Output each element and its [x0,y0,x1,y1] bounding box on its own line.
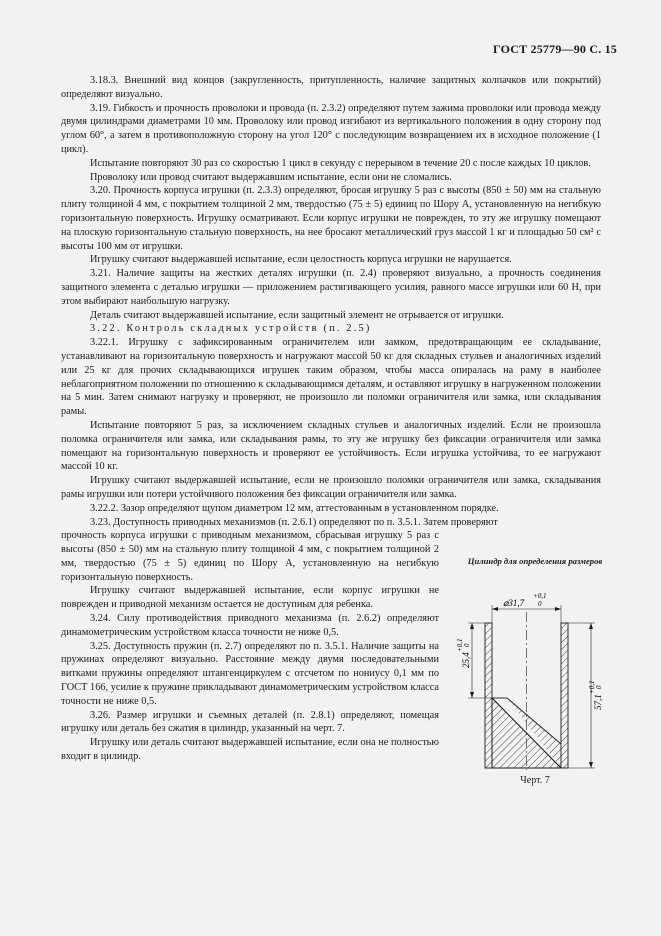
svg-text:+0,1: +0,1 [533,592,547,600]
paragraph: 3.21. Наличие защиты на жестких деталях игрушки (п. 2.4) проверяют визуально, а прочность соединения защитного элемента с деталью игрушки — приложением растягивающего усилия, равного массе игрушки или 60 Н, при этом выбирают наибольшую нагрузку. [61,268,601,307]
paragraph: Игрушку считают выдержавшей испытание, если целостность корпуса игрушки не нарушается. [90,254,512,266]
cylinder-wall-left [485,623,492,768]
svg-text:+0,1: +0,1 [588,680,596,694]
figure-title: Цилиндр для определения размеров [467,556,603,566]
figure-caption: Черт. 7 [520,775,550,786]
paragraph: 3.18.3. Внешний вид концов (закругленность, притупленность, наличие защитных колпачков или покрытий) определяют визуально. [61,75,601,100]
paragraph: 3.20. Прочность корпуса игрушки (п. 2.3.3) определяют, бросая игрушку 5 раз с высоты (850 ± 50) мм на стальную плиту толщиной 4 мм, с покрытием толщиной 2 мм, твердостью (75 ± 5) единиц по Шору А, установленную на негибкую горизонтальную поверхность. Игрушку осматривают. Если корпус игрушки не поврежден, то эту же игрушку помещают на плоскую горизонтальную стальную поверхность, на нее бросают металлический груз массой 1 кг и площадью 50 см² с высоты 100 мм от игрушки. [61,185,601,252]
svg-text:0: 0 [463,643,471,647]
paragraph: 3.22. Контроль складных устройств (п. 2.5) [90,323,372,335]
paragraph: 3.25. Доступность пружин (п. 2.7) определяют по п. 3.5.1. Наличие защиты на пружинах определяют визуально. Расстояние между двумя последовательными витками пружины определяют штангенциркулем с отсчетом по нониусу 0,1 мм по ГОСТ 166, усилие к пружине прикладывают динамометрическим устройством класса точности не ниже 0,5. [61,640,439,707]
dim-diameter: ⌀31,7 [503,598,525,608]
paragraph: Игрушку считают выдержавшей испытание, если не произошло поломки ограничителя или замка, складывания рамы игрушки или потери устойчивого положения без фиксации ограничителя или замка. [61,475,601,500]
svg-text:+0,1: +0,1 [456,638,464,652]
paragraph: 3.22.2. Зазор определяют щупом диаметром 12 мм, аттестованным в установленном порядке. [90,502,499,514]
paragraph: 3.23. Доступность приводных механизмов (п. 2.6.1) определяют по п. 3.5.1. Затем проверяют [90,516,498,528]
paragraph: 3.19. Гибкость и прочность проволоки и провода (п. 2.3.2) определяют путем зажима проволоки или провода между двумя цилиндрами диаметрами 10 мм. Проволоку или провод изгибают из вертикального положения в одну сторону под углом 60°, а затем в противоположную сторону на угол 120° с последующим возвращением их в исходное положение (1 цикл). [61,102,601,155]
cylinder-wall-right [561,623,568,768]
paragraph: 3.26. Размер игрушки и съемных деталей (п. 2.8.1) определяют, помещая игрушку или деталь без сжатия в цилиндр, указанный на черт. 7. [61,709,439,735]
paragraph: Игрушку или деталь считают выдержавшей испытание, если она не полностью входит в цилиндр. [61,737,439,763]
page-header: ГОСТ 25779—90 С. 15 [493,42,617,56]
paragraph: Испытание повторяют 30 раз со скоростью 1 цикл в секунду с перерывом в течение 20 с после каждых 10 циклов. [90,157,591,169]
paragraph: Деталь считают выдержавшей испытание, если защитный элемент не отрывается от игрушки. [90,309,504,321]
figure-7 [455,556,615,786]
paragraph: 3.22.1. Игрушку с зафиксированным ограничителем или замком, предотвращающим ее складывание, устанавливают на горизонтальную поверхность и нагружают массой 50 кг для складных стульев и аналогичных изделий или 25 кг для прочих складывающихся игрушек таким образом, чтобы масса опиралась на раму в наиболее неблагоприятном положении по отношению к складывающимся деталям, и оставляют игрушку в нагруженном положении на 5 мин. Затем снимают нагрузку и проверяют, не произошло ли поломки ограничителя или замка, или складывания рамы. [61,337,601,418]
svg-text:0: 0 [538,600,542,608]
paragraph: Испытание повторяют 5 раз, за исключением складных стульев и аналогичных изделий. Если не произошла поломка ограничителя или замка, или складывания рамы, то эту же игрушку без фиксации ограничителя или замка помещают на горизонтальную поверхность и проверяют ее устойчивость. Если игрушка устойчива, то ее нагружают массой 10 кг. [61,419,601,473]
dim-height-open: 25,4 [461,652,471,668]
paragraph: Проволоку или провод считают выдержавшим испытание, если они не сломались. [90,171,452,183]
paragraph: прочность корпуса игрушки с приводным механизмом, сбрасывая игрушку 5 раз с высоты (850 ± 50) мм на стальную плиту толщиной 4 мм, с покрытием толщиной 2 мм, твердостью (75 ± 5) единиц по Шору А, установленную на негибкую горизонтальную поверхность. [61,530,439,583]
dim-height-total: 57,1 [593,694,603,710]
paragraph: Игрушку считают выдержавшей испытание, если корпус игрушки не поврежден и приводной механизм остается не доступным для ребенка. [61,585,439,611]
svg-text:0: 0 [595,685,603,689]
paragraph: 3.24. Силу противодействия приводного механизма (п. 2.6.2) определяют динамометрическим устройством класса точности не ниже 0,5. [61,613,439,638]
cylinder-drawing [455,586,615,771]
